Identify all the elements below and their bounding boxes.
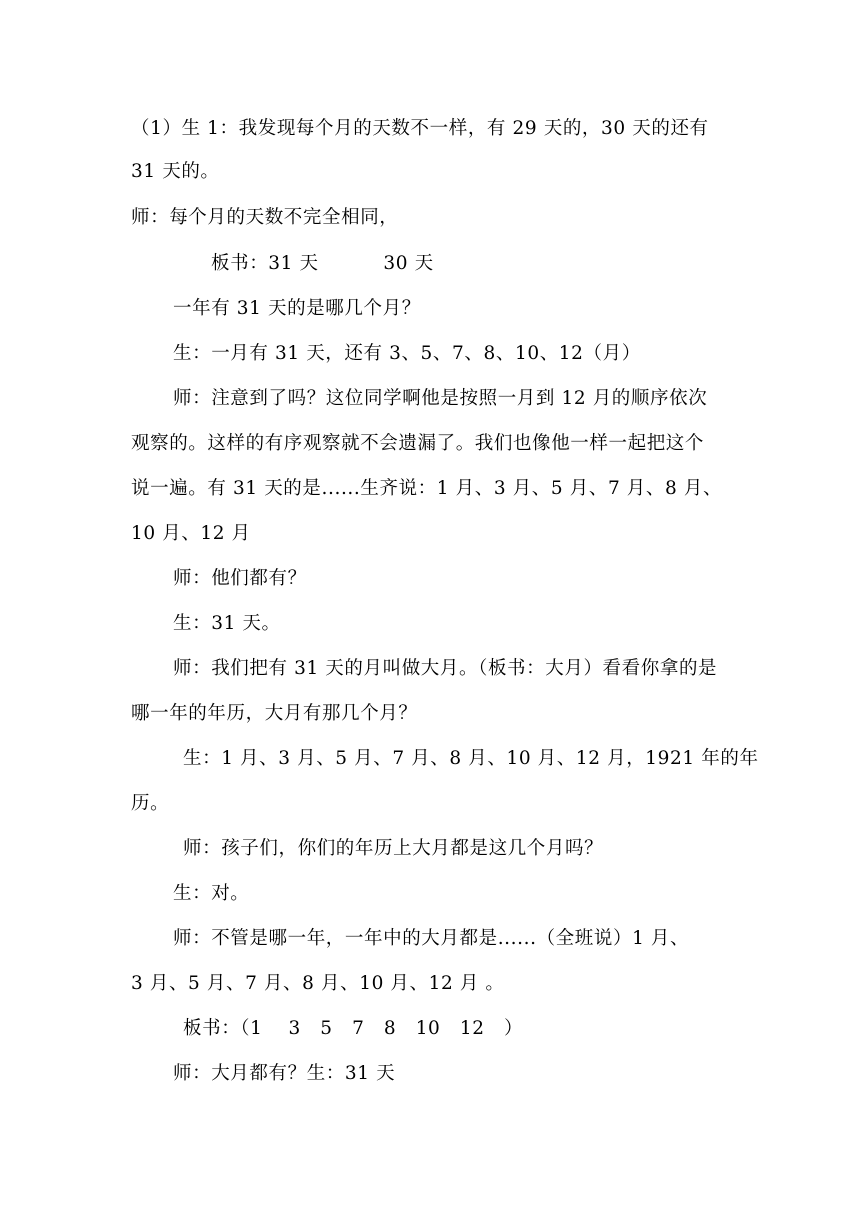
text-line-5: 一年有 31 天的是哪几个月？: [173, 298, 421, 319]
text-line-9: 说一遍。有 31 天的是......生齐说：1 月、3 月、5 月、7 月、8 月、: [131, 478, 723, 499]
text-line-19: 师：不管是哪一年，一年中的大月都是......（全班说）1 月、: [173, 928, 690, 949]
text-line-22: 师：大月都有？生：31 天: [173, 1063, 396, 1084]
text-line-3: 师：每个月的天数不完全相同，: [131, 207, 399, 228]
text-line-8: 观察的。这样的有序观察就不会遗漏了。我们也像他一样一起把这个: [131, 433, 705, 454]
text-line-17: 师：孩子们，你们的年历上大月都是这几个月吗？: [183, 838, 604, 859]
text-line-15: 生：1 月、3 月、5 月、7 月、8 月、10 月、12 月，1921 年的年: [183, 748, 759, 769]
text-line-7: 师：注意到了吗？这位同学啊他是按照一月到 12 月的顺序依次: [173, 388, 708, 409]
text-line-4: 板书：31 天 30 天: [211, 253, 434, 274]
text-line-14: 哪一年的年历，大月有那几个月？: [131, 703, 418, 724]
text-line-6: 生：一月有 31 天，还有 3、5、7、8、10、12（月）: [173, 343, 641, 364]
text-line-13: 师：我们把有 31 天的月叫做大月。（板书：大月）看看你拿的是: [173, 658, 718, 679]
text-line-10: 10 月、12 月: [131, 523, 251, 544]
text-line-2: 31 天的。: [131, 161, 220, 182]
text-line-16: 历。: [131, 793, 170, 814]
text-line-11: 师：他们都有？: [173, 568, 307, 589]
text-line-1: （1）生 1：我发现每个月的天数不一样，有 29 天的，30 天的还有: [131, 118, 709, 139]
text-line-21: 板书：（1 3 5 7 8 10 12 ）: [183, 1018, 524, 1039]
text-line-20: 3 月、5 月、7 月、8 月、10 月、12 月 。: [131, 973, 505, 994]
text-line-18: 生：对。: [173, 883, 250, 904]
text-line-12: 生：31 天。: [173, 613, 281, 634]
